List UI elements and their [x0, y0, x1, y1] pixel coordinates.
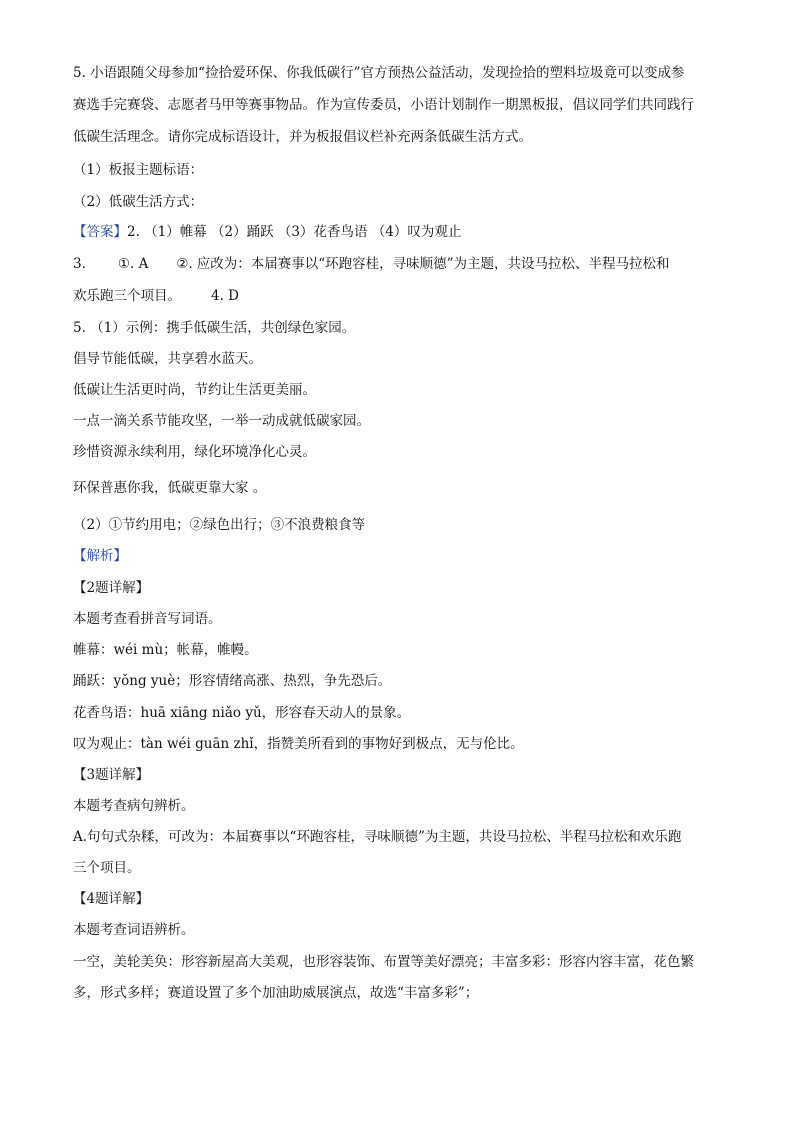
- slogan-item: 一点一滴关系节能攻坚，一举一动成就低碳家园。: [73, 413, 370, 429]
- question5-sub1: （1）板报主题标语：: [73, 162, 204, 178]
- q4-detail-header: 【4题详解】: [73, 891, 150, 907]
- slogan-item: 低碳让生活更时尚，节约让生活更美丽。: [73, 382, 316, 398]
- q4-detail-line2: 多，形式多样；赛道设置了多个加油助威展演点，故选“丰富多彩”；: [73, 985, 479, 1001]
- answer-q2: 2. （1）帷幕 （2）踊跃 （3）花香鸟语 （4）叹为观止: [127, 224, 462, 240]
- q4-detail-line1: 一空，美轮美奂：形容新屋高大美观，也形容装饰、布置等美好漂亮；丰富多彩：形容内容丰富，花色繁: [73, 954, 694, 970]
- q2-detail-item: 帷幕：wéi mù；帐幕，帷幔。: [73, 642, 258, 658]
- answer-q5-2: （2）①节约用电；②绿色出行；③不浪费粮食等: [73, 517, 366, 533]
- question5-line1: 5. 小语跟随父母参加“捡拾爱环保、你我低碳行”官方预热公益活动，发现捡拾的塑料垃圾竟可以变成参: [73, 65, 685, 81]
- answer-q4: 4. D: [211, 288, 239, 304]
- answer-q3-line: [73, 254, 670, 274]
- analysis-label: 【解析】: [73, 548, 127, 564]
- q3-detail-header: 【3题详解】: [73, 767, 150, 783]
- q2-detail-item: 花香鸟语：huā xiāng niǎo yǔ，形容春天动人的景象。: [73, 705, 411, 721]
- answer-line: [73, 222, 461, 242]
- q3-detail-intro: 本题考查病句辨析。: [73, 798, 195, 814]
- q4-detail-intro: 本题考查词语辨析。: [73, 922, 195, 938]
- slogan-item: 环保普惠你我，低碳更靠大家 。: [73, 480, 267, 496]
- q2-detail-header: 【2题详解】: [73, 580, 150, 596]
- answer-label: 【答案】: [73, 224, 127, 240]
- answer-q3-number: 3.: [73, 256, 86, 272]
- answer-q3-q4-line: [73, 286, 239, 306]
- question5-line2: 赛选手完赛袋、志愿者马甲等赛事物品。作为宣传委员，小语计划制作一期黑板报，倡议同学们共同践行: [73, 97, 694, 113]
- slogan-item: 倡导节能低碳，共享碧水蓝天。: [73, 351, 262, 367]
- answer-q3-option-b-text: 应改为：本届赛事以“环跑容桂，寻味顺德”为主题，共设马拉松、半程马拉松和: [196, 256, 670, 272]
- answer-q3-line2: 欢乐跑三个项目。: [73, 288, 181, 304]
- answer-q5-1: 5. （1）示例：携手低碳生活，共创绿色家园。: [73, 320, 356, 336]
- slogan-item: 珍惜资源永续利用，绿化环境净化心灵。: [73, 444, 316, 460]
- q2-detail-intro: 本题考查看拼音写词语。: [73, 611, 222, 627]
- q3-detail-line1: A.句句式杂糅，可改为：本届赛事以“环跑容桂，寻味顺德”为主题，共设马拉松、半程马拉松和欢乐跑: [73, 829, 682, 845]
- answer-q3-option-b-mark: ②.: [176, 256, 193, 272]
- answer-q3-option-a: ①. A: [117, 256, 149, 272]
- question5-sub2: （2）低碳生活方式：: [73, 194, 204, 210]
- q2-detail-item: 叹为观止：tàn wéi guān zhǐ，指赞美所看到的事物好到极点，无与伦比。: [73, 736, 524, 752]
- q3-detail-line2: 三个项目。: [73, 860, 141, 876]
- question5-line3: 低碳生活理念。请你完成标语设计，并为板报倡议栏补充两条低碳生活方式。: [73, 129, 532, 145]
- q2-detail-item: 踊跃：yǒng yuè；形容情绪高涨、热烈，争先恐后。: [73, 673, 392, 689]
